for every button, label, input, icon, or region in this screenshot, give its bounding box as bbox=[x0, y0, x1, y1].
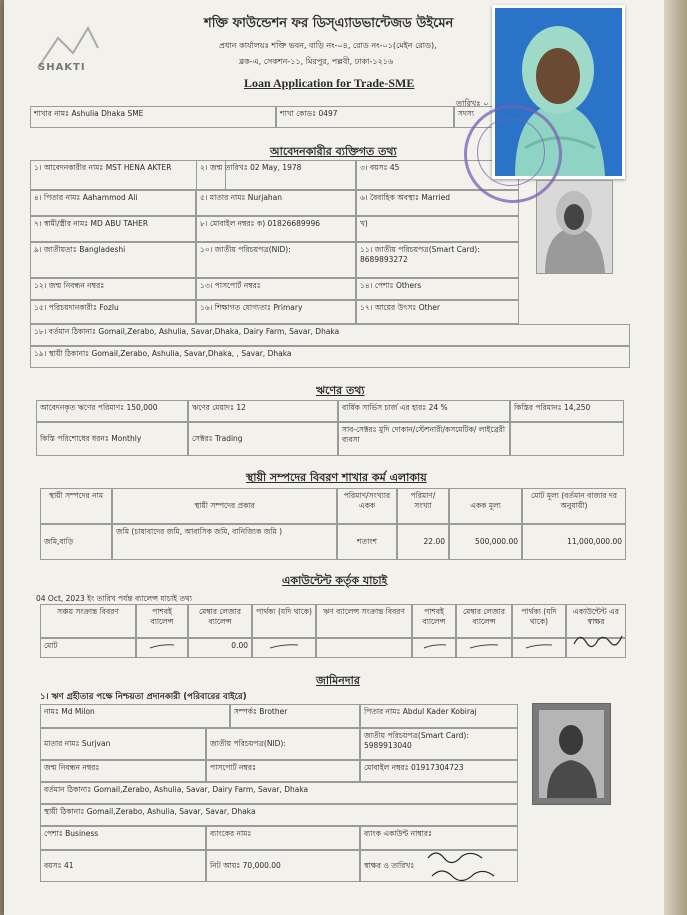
birth-reg: ১২। জন্ম নিবন্ধন নম্বরঃ bbox=[30, 278, 196, 300]
acc-h-diff-2: পার্থক্য (যদি থাকে) bbox=[512, 604, 566, 638]
sector: সেক্টরঃ Trading bbox=[188, 422, 338, 456]
marital-status: ৬। বৈবাহিক অবস্থাঃ Married bbox=[356, 190, 519, 216]
acc-total-diff bbox=[252, 638, 316, 658]
permanent-address: ১৯। স্থায়ী ঠিকানাঃ Gomail,Zerabo, Ashulia, Savar,Dhaka, , Savar, Dhaka bbox=[30, 346, 630, 368]
acc-total-passbook-2 bbox=[412, 638, 456, 658]
acc-h-loan: ঋণ ব্যালেন্স সংক্রান্ত বিবরণ bbox=[316, 604, 412, 638]
assets-title: স্থায়ী সম্পদের বিবরণ শাখার কর্ম এলাকায় bbox=[246, 471, 427, 484]
installment-amount: কিস্তির পরিমানঃ 14,250 bbox=[510, 400, 624, 422]
education: ১৬। শিক্ষাগত যোগ্যতাঃ Primary bbox=[196, 300, 356, 324]
g-income: নিট আয়ঃ 70,000.00 bbox=[206, 850, 360, 882]
org-name: শক্তি ফাউন্ডেশন ফর ডিস্‌এ্যাডভান্টেজড উইমেন bbox=[204, 16, 454, 31]
applicant-small-photo bbox=[536, 180, 613, 274]
asset-header-price: একক মূল্য bbox=[449, 488, 522, 524]
g-present-address: বর্তমান ঠিকানাঃ Gomail,Zerabo, Ashulia, Savar, Dairy Farm, Savar, Dhaka bbox=[40, 782, 518, 804]
g-permanent-address: স্থায়ী ঠিকানাঃ Gomail,Zerabo, Ashulia, Savar, Savar, Dhaka bbox=[40, 804, 518, 826]
g-nid: জাতীয় পরিচয়পত্র(NID): bbox=[206, 728, 360, 760]
nationality: ৯। জাতীয়তাঃ Bangladeshi bbox=[30, 242, 196, 278]
g-bank-account: ব্যাংক একাউন্ট নাম্বারঃ bbox=[360, 826, 518, 850]
asset-header-unit: পরিমাণ/সংখ্যার একক bbox=[337, 488, 397, 524]
g-mobile: মোবাইল নম্বরঃ 01917304723 bbox=[360, 760, 518, 782]
g-bank-name: ব্যাংকের নামঃ bbox=[206, 826, 360, 850]
acc-total-ledger-2 bbox=[456, 638, 512, 658]
loan-info-title: ঋণের তথ্য bbox=[316, 384, 365, 397]
g-name: নামঃ Md Milon bbox=[40, 704, 230, 728]
address-line-2: ব্লক-এ, সেকশন-১১, মিরপুর, পল্লবী, ঢাকা-১২১৬ bbox=[239, 57, 394, 66]
page-edge bbox=[664, 0, 687, 915]
balance-note: 04 Oct, 2023 ইং তারিখ পর্যন্ত ব্যালেন্স যাচাই তথ্য bbox=[36, 594, 193, 603]
g-age: বয়সঃ 41 bbox=[40, 850, 206, 882]
personal-info-title: আবেদনকারীর ব্যক্তিগত তথ্য bbox=[270, 145, 397, 158]
accountant-title: একাউন্টেন্ট কর্তৃক যাচাই bbox=[282, 574, 388, 587]
application-form bbox=[4, 0, 664, 915]
acc-h-savings: সঞ্চয় সংক্রান্ত বিবরণ bbox=[40, 604, 136, 638]
father-name: ৪। পিতার নামঃ Aahammod Ali bbox=[30, 190, 196, 216]
loan-amount: আবেদনকৃত ঋণের পরিমাণঃ 150,000 bbox=[36, 400, 188, 422]
guarantor-photo bbox=[532, 703, 611, 805]
present-address: ১৮। বর্তমান ঠিকানাঃ Gomail,Zerabo, Ashulia, Savar,Dhaka, Dairy Farm, Savar, Dhaka bbox=[30, 324, 630, 346]
guarantor-title: জামিনদার bbox=[316, 674, 360, 687]
introducer: ১৫। পরিচয়দানকারীঃ Fozlu bbox=[30, 300, 196, 324]
g-smart-card: জাতীয় পরিচয়পত্র(Smart Card): 5989913040 bbox=[360, 728, 518, 760]
asset-price: 500,000.00 bbox=[449, 524, 522, 560]
g-relation: সম্পর্কঃ Brother bbox=[230, 704, 360, 728]
asset-header-name: স্থায়ী সম্পদের নাম bbox=[40, 488, 112, 524]
acc-total-ledger: 0.00 bbox=[188, 638, 252, 658]
spouse-name: ৭। স্বামী/স্ত্রীর নামঃ MD ABU TAHER bbox=[30, 216, 196, 242]
g-passport: পাসপোর্ট নম্বরঃ bbox=[206, 760, 360, 782]
accountant-signature bbox=[570, 628, 624, 650]
acc-h-diff: পার্থক্য (যদি থাকে) bbox=[252, 604, 316, 638]
mobile-number: ৮। মোবাইল নম্বরঃ ক) 01826689996 bbox=[196, 216, 356, 242]
asset-total: 11,000,000.00 bbox=[522, 524, 626, 560]
asset-header-qty: পরিমাণ/ সংখ্যা bbox=[397, 488, 449, 524]
member-field: সদস্য bbox=[454, 106, 494, 128]
mother-name: ৫। মাতার নামঃ Nurjahan bbox=[196, 190, 356, 216]
repay-type: কিস্তি পরিশোধের ধরনঃ Monthly bbox=[36, 422, 188, 456]
g-father: পিতার নামঃ Abdul Kader Kobiraj bbox=[360, 704, 518, 728]
acc-h-signature: একাউন্টেন্ট এর স্বাক্ষর bbox=[566, 604, 626, 638]
g-mother: মাতার নামঃ Surjvan bbox=[40, 728, 206, 760]
g-occupation: পেশাঃ Business bbox=[40, 826, 206, 850]
branch-code-field: শাখা কোডঃ 0497 bbox=[276, 106, 454, 128]
acc-h-passbook: পাশবই ব্যালেন্স bbox=[136, 604, 188, 638]
acc-h-passbook-2: পাশবই ব্যালেন্স bbox=[412, 604, 456, 638]
service-charge: বার্ষিক সার্ভিস চার্জ এর হারঃ 24 % bbox=[338, 400, 510, 422]
asset-header-type: স্থায়ী সম্পদের প্রকার bbox=[112, 488, 337, 524]
mobile-number-2: খ) bbox=[356, 216, 519, 242]
income-source: ১৭। আয়ের উৎসঃ Other bbox=[356, 300, 519, 324]
asset-unit: শতাংশ bbox=[337, 524, 397, 560]
form-title: Loan Application for Trade-SME bbox=[244, 76, 415, 90]
acc-total-passbook bbox=[136, 638, 188, 658]
address-line-1: প্রধান কার্যালয়ঃ শক্তি ভবন, বাড়ি নং-০৪, রোড নং-০১(মেইন রোড), bbox=[219, 41, 437, 50]
guarantor-signature bbox=[422, 846, 502, 884]
birth-date: ২। জন্ম তারিখঃ 02 May, 1978 bbox=[196, 160, 356, 190]
acc-total-diff-2 bbox=[512, 638, 566, 658]
loan-term: ঋণের মেয়াদঃ 12 bbox=[188, 400, 338, 422]
acc-total-loan bbox=[316, 638, 412, 658]
passport: ১৩। পাসপোর্ট নম্বরঃ bbox=[196, 278, 356, 300]
asset-name: জমি,বাড়ি bbox=[40, 524, 112, 560]
age: ৩। বয়সঃ 45 bbox=[356, 160, 519, 190]
acc-h-ledger-2: মেম্বার লেজার ব্যালেন্স bbox=[456, 604, 512, 638]
guarantor-subtitle: ১। ঋণ গ্রহীতার পক্ষে নিশ্চয়তা প্রদানকারী (পরিবারের বাইরে) bbox=[40, 692, 247, 702]
smart-card: ১১। জাতীয় পরিচয়পত্র(Smart Card): 8689893272 bbox=[356, 242, 519, 278]
asset-header-total: মোট মূল্য (বর্তমান বাজার দর অনুযায়ী) bbox=[522, 488, 626, 524]
logo-text: SHAKTI bbox=[38, 62, 86, 73]
sub-sector: সাব-সেক্টরঃ মুদি দোকান/স্টেশনারী/কসমেটিক/ লাইব্রেরী ব্যবসা bbox=[338, 422, 510, 456]
acc-total-label: মোট bbox=[40, 638, 136, 658]
branch-name-field: শাখার নামঃ Ashulia Dhaka SME bbox=[30, 106, 276, 128]
organization-stamp bbox=[464, 105, 562, 203]
asset-type: জমি (চাষাবাদের জমি, আবাসিক জমি, বানিজ্যিক জমি ) bbox=[112, 524, 337, 560]
date-label: তারিখঃ ০ bbox=[456, 99, 489, 108]
acc-h-ledger: মেম্বার লেজার ব্যালেন্স bbox=[188, 604, 252, 638]
loan-blank-cell bbox=[510, 422, 624, 456]
g-signature-date: স্বাক্ষর ও তারিখঃ bbox=[360, 850, 518, 882]
asset-qty: 22.00 bbox=[397, 524, 449, 560]
nid: ১০। জাতীয় পরিচয়পত্র(NID): bbox=[196, 242, 356, 278]
applicant-name: ১। আবেদনকারীর নামঃ MST HENA AKTER bbox=[30, 160, 226, 190]
g-birth-reg: জন্ম নিবন্ধন নম্বরঃ bbox=[40, 760, 206, 782]
occupation: ১৪। পেশাঃ Others bbox=[356, 278, 519, 300]
